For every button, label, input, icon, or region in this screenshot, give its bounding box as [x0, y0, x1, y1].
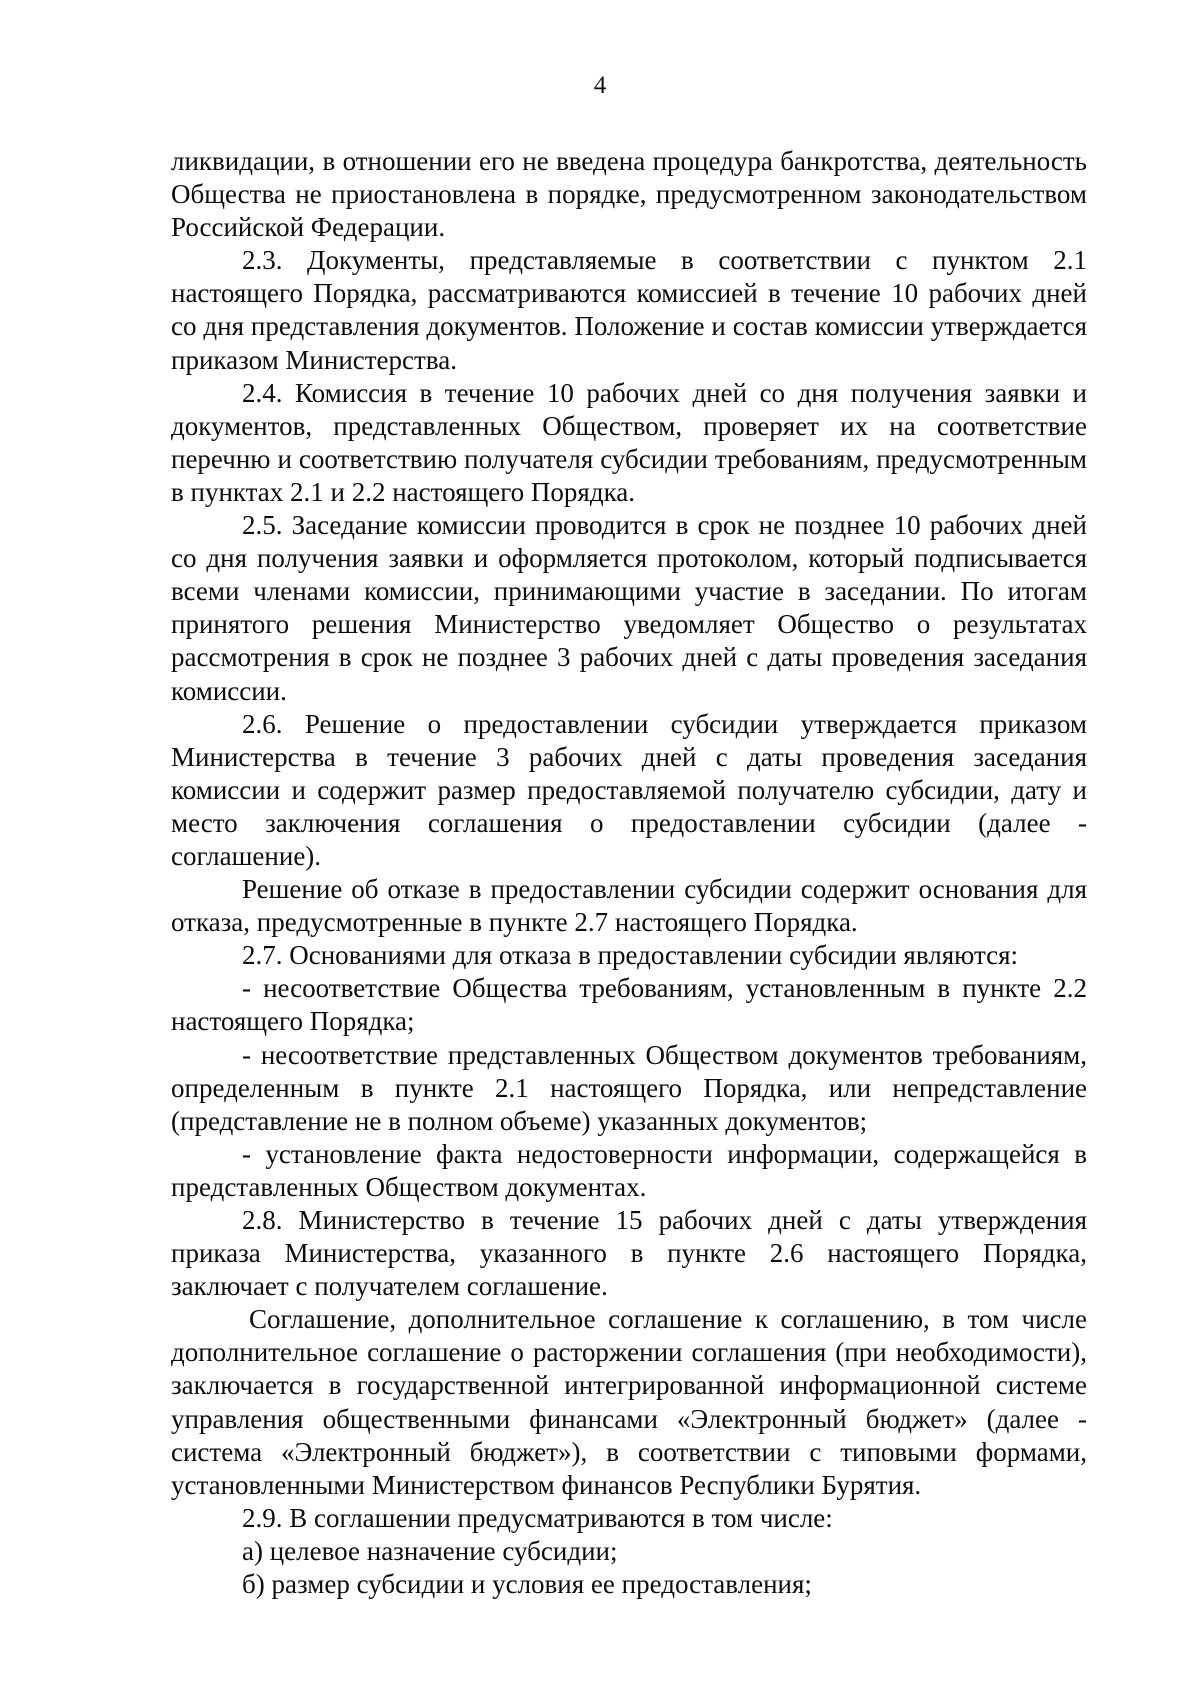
paragraph-2-4: 2.4. Комиссия в течение 10 рабочих дней со дня получения заявки и документов, представленных Обществом, проверяет их на соответствие перечню и соответствию получателя субсидии требованиям, предусмотренным в пунктах 2.1 и 2.2 настоящего Порядка.	[171, 377, 1087, 507]
paragraph-refusal-decision: Решение об отказе в предоставлении субсидии содержит основания для отказа, предусмотренные в пункте 2.7 настоящего Порядка.	[171, 874, 1087, 938]
paragraph-agreement: Соглашение, дополнительное соглашение к соглашению, в том числе дополнительное соглашение о расторжении соглашения (при необходимости), заключается в государственной интегрированной информационной системе управления общественными финансами «Электронный бюджет» (далее - система «Электронный бюджет»), в соответствии с типовыми формами, установленными Министерством финансов Республики Бурятия.	[171, 1304, 1087, 1500]
list-item-agreement-b: б) размер субсидии и условия ее предоставления;	[242, 1569, 812, 1600]
paragraph-2-6: 2.6. Решение о предоставлении субсидии утверждается приказом Министерства в течение 3 рабочих дней с даты проведения заседания комиссии и содержит размер предоставляемой получателю субсидии, дату и место заключения соглашения о предоставлении субсидии (далее - соглашение).	[171, 708, 1087, 871]
list-item-refusal-reason-1: - несоответствие Общества требованиям, установленным в пункте 2.2 настоящего Порядка;	[171, 973, 1087, 1037]
list-item-refusal-reason-3: - установление факта недостоверности информации, содержащейся в представленных Обществом документах.	[171, 1138, 1087, 1202]
paragraph-2-8: 2.8. Министерство в течение 15 рабочих дней с даты утверждения приказа Министерства, указанного в пункте 2.6 настоящего Порядка, заключает с получателем соглашение.	[171, 1205, 1087, 1302]
paragraph-2-3: 2.3. Документы, представляемые в соответствии с пунктом 2.1 настоящего Порядка, рассматриваются комиссией в течение 10 рабочих дней со дня представления документов. Положение и состав комиссии утверждается приказом Министерства.	[171, 245, 1087, 375]
paragraph-2-9: 2.9. В соглашении предусматриваются в том числе:	[242, 1502, 833, 1533]
page-number: 4	[593, 72, 607, 99]
document-body	[171, 145, 1087, 1601]
list-item-agreement-a: а) целевое назначение субсидии;	[242, 1535, 618, 1566]
paragraph-liquidation: ликвидации, в отношении его не введена процедура банкротства, деятельность Общества не приостановлена в порядке, предусмотренном законодательством Российской Федерации.	[171, 146, 1087, 243]
paragraph-2-7: 2.7. Основаниями для отказа в предоставлении субсидии являются:	[242, 940, 1018, 971]
paragraph-2-5: 2.5. Заседание комиссии проводится в срок не позднее 10 рабочих дней со дня получения заявки и оформляется протоколом, который подписывается всеми членами комиссии, принимающими участие в заседании. По итогам принятого решения Министерство уведомляет Общество о результатах рассмотрения в срок не позднее 3 рабочих дней с даты проведения заседания комиссии.	[171, 510, 1087, 706]
list-item-refusal-reason-2: - несоответствие представленных Обществом документов требованиям, определенным в пункте 2.1 настоящего Порядка, или непредставление (представление не в полном объеме) указанных документов;	[171, 1039, 1087, 1136]
